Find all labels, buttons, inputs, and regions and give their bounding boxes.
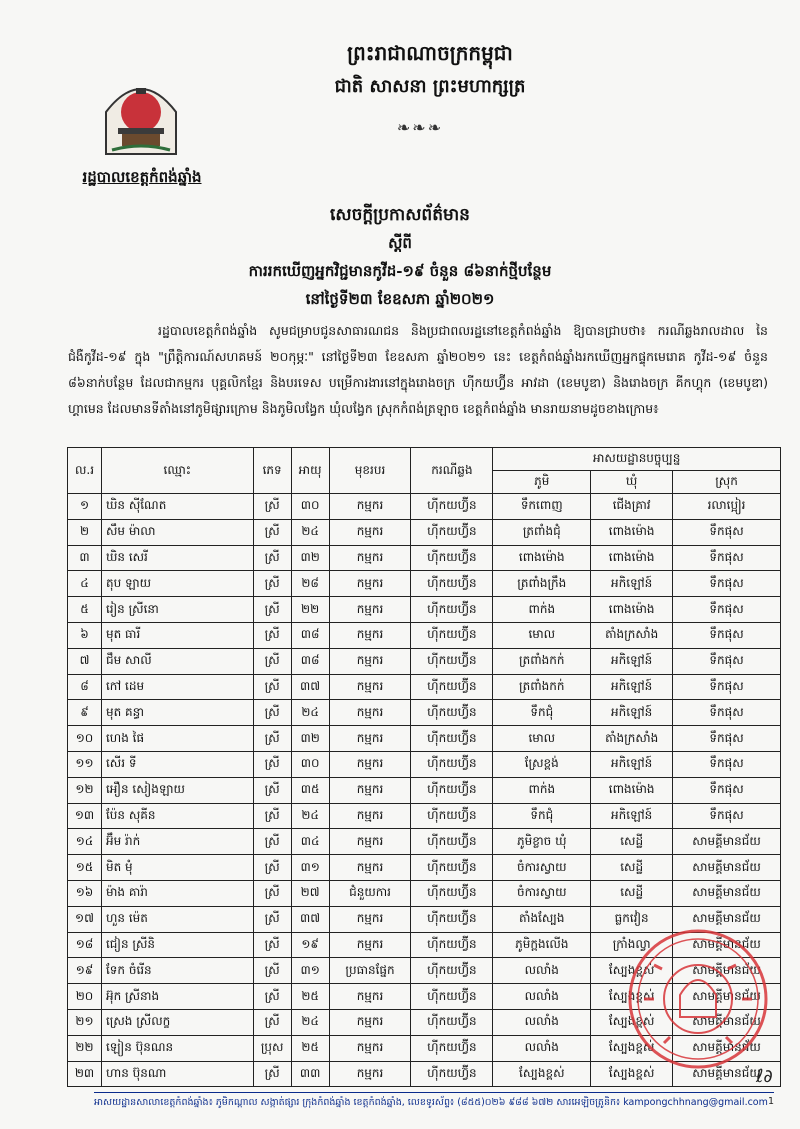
cell-no: ៣ [68, 545, 102, 571]
cell-job: កម្មករ [329, 984, 411, 1010]
cell-commune: ជើងគ្រាវ [591, 494, 673, 520]
cell-name: ប៉ែន សុគីន [101, 803, 253, 829]
cell-name: ហួន ម៉េត [101, 906, 253, 932]
title-subject-label: ស្តីពី [388, 234, 412, 252]
cell-commune: ស្បែងខ្ពស់ [591, 1061, 673, 1087]
header-address: អាសយដ្ឋានបច្ចុប្បន្ន [493, 448, 781, 471]
cell-district: សាមគ្គីមានជ័យ [673, 880, 781, 906]
cell-age: ៣១ [291, 855, 329, 881]
cell-sex: ស្រី [253, 494, 291, 520]
table-row [68, 829, 781, 855]
cell-no: ៩ [68, 700, 102, 726]
cell-name: អ៊ុក ស្រីនាង [101, 984, 253, 1010]
cell-no: ១០ [68, 726, 102, 752]
cell-age: ១៩ [291, 932, 329, 958]
cell-case: ហ៊ីកយហ្វ៊ីន [411, 855, 493, 881]
header-no: ល.រ [68, 448, 102, 494]
cell-no: ២៣ [68, 1061, 102, 1087]
cell-commune: អកិឡៅន៍ [591, 803, 673, 829]
cell-village: ភូមិក្ពងលើង [493, 932, 591, 958]
cell-commune: សេដ្ឋី [591, 880, 673, 906]
official-seal-stamp [624, 925, 772, 1073]
cell-no: ២០ [68, 984, 102, 1010]
title-date: នៅថ្ងៃទី២៣ ខែឧសភា ឆ្នាំ២០២១ [305, 290, 495, 308]
table-row [68, 803, 781, 829]
cell-commune: ស្បែងខ្ពស់ [591, 984, 673, 1010]
cell-sex: ស្រី [253, 519, 291, 545]
cell-no: ១៣ [68, 803, 102, 829]
cell-village: ចំការស្វាយ [493, 880, 591, 906]
cell-commune: ស្បែងខ្ពស់ [591, 958, 673, 984]
cell-district: ទឹកផុស [673, 751, 781, 777]
cell-name: ឃិន សេរី [101, 545, 253, 571]
cell-age: ៣៧ [291, 906, 329, 932]
cell-case: ហ៊ីកយហ្វ៊ីន [411, 700, 493, 726]
table-row [68, 494, 781, 520]
cell-village: ត្រពាំងក្រឹង [493, 571, 591, 597]
cell-sex: ស្រី [253, 855, 291, 881]
cell-age: ២៤ [291, 1009, 329, 1035]
intro-paragraph: រដ្ឋបាលខេត្តកំពង់ឆ្នាំង សូមជម្រាបជូនសាធារណជន និងប្រជាពលរដ្ឋនៅខេត្តកំពង់ឆ្នាំង ឱ្យបានជ្រាបថា៖ ករណីឆ្លងរាលដាល នៃជំងឺកូវីដ-១៩ ក្នុង "ព្រឹត្តិការណ៍សហគមន៍ ២០កុម្ភៈ" នៅថ្ងៃទី២៣ ខែឧសភា ឆ្នាំ២០២១ នេះ ខេត្តកំពង់ឆ្នាំងរកឃើញអ្នកផ្ទុកមេរោគ កូវីដ-១៩ ចំនួន ៨៦នាក់បន្ថែម ដែលជាកម្មករ បុគ្គលិកខ្មែរ និងបរទេស បម្រើការងារនៅក្នុងរោងចក្រ ហ៊ីកយហ្វ៊ីន អាវដា (ខេមបូឌា) និងរោងចក្រ គីកហ្គុក (ខេមបូឌា) ហ្គាមេន ដែលមានទីតាំងនៅភូមិផ្សារក្រោម និងភូមិលង្វែក ឃុំលង្វែក ស្រុកកំពង់ត្រឡាច ខេត្តកំពង់ឆ្នាំង មានរាយនាមដូចខាងក្រោម៖ [68, 323, 768, 416]
cell-name: សឹម ម៉ាលា [101, 519, 253, 545]
cell-name: រៀន ស្រីនោ [101, 597, 253, 623]
cell-sex: ស្រី [253, 726, 291, 752]
cell-job: កម្មករ [329, 855, 411, 881]
cell-district: សាមគ្គីមានជ័យ [673, 932, 781, 958]
cell-name: ឃិន ស៊ីណែត [101, 494, 253, 520]
cell-district: ទឹកផុស [673, 777, 781, 803]
cell-commune: តាំងក្រសាំង [591, 622, 673, 648]
cell-name: តុប ឡាយ [101, 571, 253, 597]
cell-district: ទឹកផុស [673, 597, 781, 623]
cell-district: ទឹកផុស [673, 622, 781, 648]
signature: ℓ∂ [756, 1066, 773, 1087]
cell-name: មិត មុំ [101, 855, 253, 881]
cell-age: ៣៨ [291, 648, 329, 674]
cell-case: ហ៊ីកយហ្វ៊ីន [411, 829, 493, 855]
cell-district: សាមគ្គីមានជ័យ [673, 1035, 781, 1061]
cell-no: ១ [68, 494, 102, 520]
cell-village: លលាំង [493, 958, 591, 984]
cell-age: ២៤ [291, 519, 329, 545]
table-row [68, 519, 781, 545]
cell-no: ៧ [68, 648, 102, 674]
table-row [68, 726, 781, 752]
cell-no: ២២ [68, 1035, 102, 1061]
cell-commune: តាំងក្រសាំង [591, 726, 673, 752]
table-row [68, 751, 781, 777]
cell-job: ជំនួយការ [329, 880, 411, 906]
cell-village: មោល [493, 726, 591, 752]
table-row [68, 674, 781, 700]
cell-no: ១៩ [68, 958, 102, 984]
title-subject: ការរកឃើញអ្នកវិជ្ជមានកូវីដ-១៩ ចំនួន ៨៦នាក់ថ្មីបន្ថែម [248, 262, 552, 280]
cell-name: ជៀន ស្រីនិ [101, 932, 253, 958]
cell-sex: ស្រី [253, 984, 291, 1010]
cell-commune: អកិឡៅន៍ [591, 648, 673, 674]
cell-sex: ស្រី [253, 906, 291, 932]
cell-village: តាំងស្បែង [493, 906, 591, 932]
cell-village: ស្រែខ្ពង់ [493, 751, 591, 777]
table-row [68, 700, 781, 726]
cell-case: ហ៊ីកយហ្វ៊ីន [411, 648, 493, 674]
cell-no: ១២ [68, 777, 102, 803]
table-row [68, 622, 781, 648]
cell-district: រលាប្អៀរ [673, 494, 781, 520]
footer-contact [94, 1092, 774, 1110]
cell-district: សាមគ្គីមានជ័យ [673, 1009, 781, 1035]
cell-district: ទឹកផុស [673, 648, 781, 674]
cell-job: កម្មករ [329, 777, 411, 803]
cell-job: កម្មករ [329, 751, 411, 777]
cell-job: កម្មករ [329, 597, 411, 623]
cell-district: សាមគ្គីមានជ័យ [673, 855, 781, 881]
table-header-row [68, 448, 781, 471]
header-village: ភូមិ [493, 471, 591, 494]
cell-case: ហ៊ីកយហ្វ៊ីន [411, 1009, 493, 1035]
cell-case: ហ៊ីកយហ្វ៊ីន [411, 751, 493, 777]
cell-sex: ស្រី [253, 777, 291, 803]
cell-job: កម្មករ [329, 622, 411, 648]
cell-district: ទឹកផុស [673, 700, 781, 726]
cell-commune: អកិឡៅន៍ [591, 674, 673, 700]
cell-sex: ស្រី [253, 958, 291, 984]
cell-job: កម្មករ [329, 519, 411, 545]
cell-name: មុត ធារី [101, 622, 253, 648]
cell-district: ទឹកផុស [673, 519, 781, 545]
cell-case: ហ៊ីកយហ្វ៊ីន [411, 597, 493, 623]
cell-village: លលាំង [493, 1009, 591, 1035]
cell-no: ១៦ [68, 880, 102, 906]
cell-village: ពាក់ង [493, 597, 591, 623]
cell-case: ហ៊ីកយហ្វ៊ីន [411, 545, 493, 571]
cell-age: ២៥ [291, 984, 329, 1010]
cell-commune: អកិឡៅន៍ [591, 751, 673, 777]
header-name: ឈ្មោះ [101, 448, 253, 494]
cell-job: កម្មករ [329, 1009, 411, 1035]
cell-case: ហ៊ីកយហ្វ៊ីន [411, 571, 493, 597]
header-age: អាយុ [291, 448, 329, 494]
document-title: សេចក្តីប្រកាសព័ត៌មាន [330, 205, 470, 225]
provincial-emblem-logo [102, 72, 180, 158]
cell-job: កម្មករ [329, 932, 411, 958]
cell-sex: ស្រី [253, 648, 291, 674]
cell-case: ហ៊ីកយហ្វ៊ីន [411, 984, 493, 1010]
cell-sex: ស្រី [253, 1061, 291, 1087]
cell-age: ៣៥ [291, 777, 329, 803]
cell-sex: ស្រី [253, 674, 291, 700]
cell-no: ២១ [68, 1009, 102, 1035]
cell-sex: ស្រី [253, 803, 291, 829]
cell-age: ៣២ [291, 545, 329, 571]
table-row [68, 880, 781, 906]
cell-no: ១៨ [68, 932, 102, 958]
header-commune: ឃុំ [591, 471, 673, 494]
cell-sex: ស្រី [253, 622, 291, 648]
cell-case: ហ៊ីកយហ្វ៊ីន [411, 1035, 493, 1061]
header-sex: ភេទ [253, 448, 291, 494]
national-motto: ជាតិ សាសនា ព្រះមហាក្សត្រ [334, 76, 526, 97]
header-case: ករណីឆ្លង [411, 448, 493, 494]
cell-age: ២៧ [291, 880, 329, 906]
cell-sex: ប្រុស [253, 1035, 291, 1061]
cell-district: ទឹកផុស [673, 571, 781, 597]
cell-village: ត្រពាំងកក់ [493, 648, 591, 674]
cell-commune: សេដ្ឋី [591, 855, 673, 881]
cell-name: ហាន ប៊ុនណា [101, 1061, 253, 1087]
cell-name: ស្រេង ស្រីលក្ខ [101, 1009, 253, 1035]
cell-commune: សេដ្ឋី [591, 829, 673, 855]
cell-no: ៦ [68, 622, 102, 648]
cell-no: ១១ [68, 751, 102, 777]
cell-case: ហ៊ីកយហ្វ៊ីន [411, 880, 493, 906]
cell-village: ពោងម៉ោង [493, 545, 591, 571]
cell-village: ស្បែងខ្ពស់ [493, 1061, 591, 1087]
cell-commune: ពោងម៉ោង [591, 545, 673, 571]
cell-name: ឡៀន ប៊ុនណន [101, 1035, 253, 1061]
cell-name: សើរ ទី [101, 751, 253, 777]
cell-job: កម្មករ [329, 545, 411, 571]
cell-no: ៨ [68, 674, 102, 700]
cell-name: មុត គន្ធា [101, 700, 253, 726]
cell-job: កម្មករ [329, 726, 411, 752]
cell-village: ទឹកជុំ [493, 700, 591, 726]
cell-sex: ស្រី [253, 571, 291, 597]
cell-sex: ស្រី [253, 829, 291, 855]
table-row [68, 597, 781, 623]
cell-commune: អកិឡៅន៍ [591, 571, 673, 597]
kingdom-heading: ព្រះរាជាណាចក្រកម្ពុជា [347, 41, 513, 65]
cell-case: ហ៊ីកយហ្វ៊ីន [411, 958, 493, 984]
cell-case: ហ៊ីកយហ្វ៊ីន [411, 1061, 493, 1087]
cell-job: កម្មករ [329, 829, 411, 855]
cell-sex: ស្រី [253, 700, 291, 726]
cell-job: ប្រធានផ្នែក [329, 958, 411, 984]
cell-case: ហ៊ីកយហ្វ៊ីន [411, 494, 493, 520]
table-row [68, 777, 781, 803]
cell-age: ២៨ [291, 571, 329, 597]
cell-name: ទែក ចំរើន [101, 958, 253, 984]
cell-name: អ៊ឹម រ៉ាក់ [101, 829, 253, 855]
cell-job: កម្មករ [329, 700, 411, 726]
cell-case: ហ៊ីកយហ្វ៊ីន [411, 777, 493, 803]
cell-job: កម្មករ [329, 494, 411, 520]
cell-commune: ស្បែងខ្ពស់ [591, 1009, 673, 1035]
cell-age: ៣៨ [291, 622, 329, 648]
cell-village: ភូមិខ្លាច ឃុំ [493, 829, 591, 855]
cell-age: ៣៤ [291, 829, 329, 855]
cell-village: ត្រពាំងជុំ [493, 519, 591, 545]
cell-name: ហេង ផៃ [101, 726, 253, 752]
cell-commune: ក្រាំងល្វា [591, 932, 673, 958]
cell-commune: ពោងម៉ោង [591, 597, 673, 623]
cell-no: ១៧ [68, 906, 102, 932]
cell-case: ហ៊ីកយហ្វ៊ីន [411, 803, 493, 829]
cell-case: ហ៊ីកយហ្វ៊ីន [411, 674, 493, 700]
cell-case: ហ៊ីកយហ្វ៊ីន [411, 726, 493, 752]
cell-case: ហ៊ីកយហ្វ៊ីន [411, 519, 493, 545]
cell-no: ១៤ [68, 829, 102, 855]
cell-job: កម្មករ [329, 648, 411, 674]
cell-no: ៤ [68, 571, 102, 597]
cell-job: កម្មករ [329, 906, 411, 932]
cell-commune: ពោងម៉ោង [591, 519, 673, 545]
cell-job: កម្មករ [329, 1061, 411, 1087]
cell-job: កម្មករ [329, 674, 411, 700]
cell-age: ២៤ [291, 700, 329, 726]
cell-district: សាមគ្គីមានជ័យ [673, 1061, 781, 1087]
table-row [68, 545, 781, 571]
cell-district: សាមគ្គីមានជ័យ [673, 906, 781, 932]
page-number: 1 [767, 1096, 774, 1107]
issuing-authority: រដ្ឋបាលខេត្តកំពង់ឆ្នាំង [82, 168, 202, 186]
cell-sex: ស្រី [253, 597, 291, 623]
cell-village: ទឹកពោញ [493, 494, 591, 520]
cell-name: ម៉ាង គារ៉ា [101, 880, 253, 906]
cell-commune: អកិឡៅន៍ [591, 700, 673, 726]
header-job: មុខរបរ [329, 448, 411, 494]
cell-age: ៣០ [291, 751, 329, 777]
footer-address: អាសយដ្ឋានសាលាខេត្តកំពង់ឆ្នាំង៖ ភូមិកណ្តាល សង្កាត់ផ្សារ ក្រុងកំពង់ឆ្នាំង ខេត្តកំពង់ឆ្នាំង, លេខទូរស័ព្ទ៖ (៨៥៥)០២៦ ៩៨៨ ៦៧២ សារអេឡិចត្រូនិក៖ kampongchhnang@gmail.com [94, 1097, 768, 1108]
cell-job: កម្មករ [329, 803, 411, 829]
cell-age: ៣០ [291, 494, 329, 520]
cell-sex: ស្រី [253, 880, 291, 906]
cell-district: ទឹកផុស [673, 545, 781, 571]
cell-name: កៅ ដេម [101, 674, 253, 700]
cell-village: ចំការស្វាយ [493, 855, 591, 881]
cell-no: ៥ [68, 597, 102, 623]
cell-village: មោល [493, 622, 591, 648]
cell-district: ទឹកផុស [673, 726, 781, 752]
cell-village: ទឹកជុំ [493, 803, 591, 829]
cell-village: ត្រពាំងកក់ [493, 674, 591, 700]
cell-sex: ស្រី [253, 932, 291, 958]
cell-village: លលាំង [493, 1035, 591, 1061]
table-row [68, 648, 781, 674]
cell-no: ២ [68, 519, 102, 545]
cell-case: ហ៊ីកយហ្វ៊ីន [411, 932, 493, 958]
cell-age: ២៥ [291, 1035, 329, 1061]
cell-case: ហ៊ីកយហ្វ៊ីន [411, 906, 493, 932]
table-row [68, 571, 781, 597]
cell-district: ទឹកផុស [673, 803, 781, 829]
cell-name: អឿន សៀងឡាយ [101, 777, 253, 803]
cell-no: ១៥ [68, 855, 102, 881]
cell-age: ២២ [291, 597, 329, 623]
cell-district: សាមគ្គីមានជ័យ [673, 958, 781, 984]
cell-case: ហ៊ីកយហ្វ៊ីន [411, 622, 493, 648]
cell-district: សាមគ្គីមានជ័យ [673, 984, 781, 1010]
cell-sex: ស្រី [253, 545, 291, 571]
table-row [68, 855, 781, 881]
header-district: ស្រុក [673, 471, 781, 494]
cell-sex: ស្រី [253, 751, 291, 777]
cell-age: ២៤ [291, 803, 329, 829]
cell-district: សាមគ្គីមានជ័យ [673, 829, 781, 855]
cell-age: ៣២ [291, 726, 329, 752]
cell-job: កម្មករ [329, 571, 411, 597]
cell-age: ៣៧ [291, 674, 329, 700]
cell-district: ទឹកផុស [673, 674, 781, 700]
cell-commune: ស្បែងខ្ពស់ [591, 1035, 673, 1061]
cell-commune: ពោងម៉ោង [591, 777, 673, 803]
cell-name: ជឹម សាលី [101, 648, 253, 674]
decorative-ornament: ❧❧❧ [396, 118, 444, 137]
cell-age: ៣១ [291, 958, 329, 984]
cell-village: លលាំង [493, 984, 591, 1010]
cell-age: ៣៣ [291, 1061, 329, 1087]
cell-commune: ធ្លកវៀន [591, 906, 673, 932]
cell-village: ពាក់ង [493, 777, 591, 803]
cell-job: កម្មករ [329, 1035, 411, 1061]
cell-sex: ស្រី [253, 1009, 291, 1035]
